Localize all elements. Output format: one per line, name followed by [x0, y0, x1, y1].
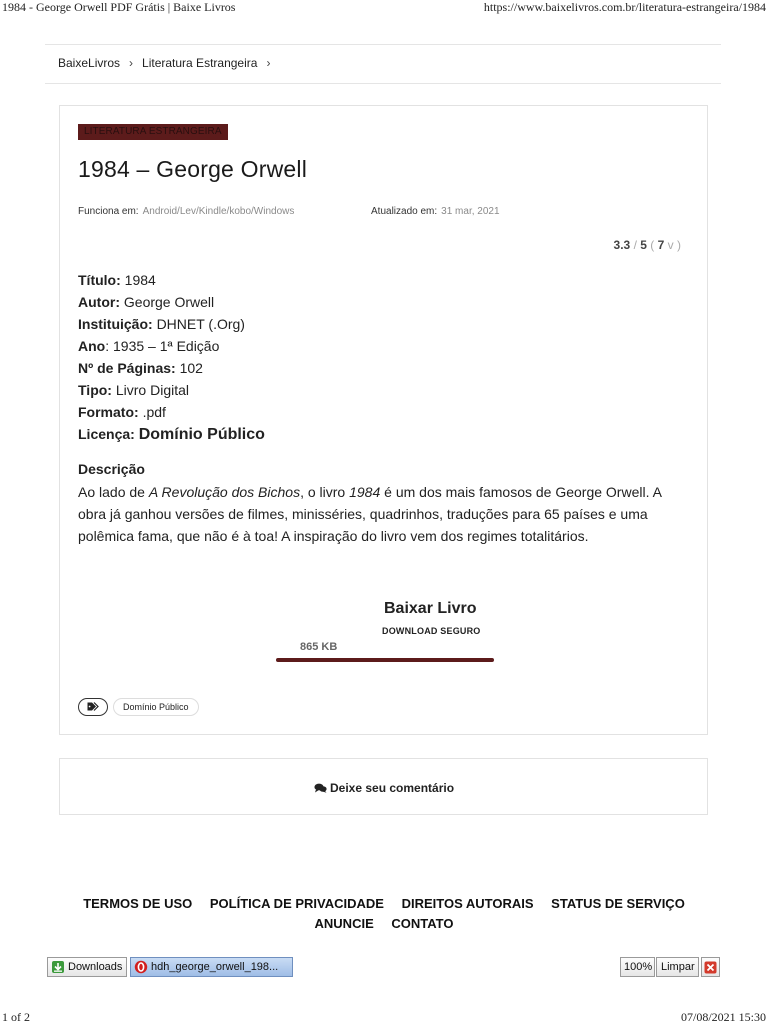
- detail-value: Livro Digital: [115, 382, 189, 398]
- print-page-url: https://www.baixelivros.com.br/literatura-estrangeira/1984: [483, 0, 766, 14]
- detail-label: Formato:: [78, 404, 139, 420]
- close-download-bar-button[interactable]: [701, 957, 720, 977]
- download-file-size: 865 KB: [300, 641, 338, 653]
- detail-pages: [78, 357, 265, 379]
- detail-license: [78, 423, 265, 445]
- download-button-subtitle[interactable]: DOWNLOAD SEGURO: [382, 626, 481, 636]
- detail-label: Ano: [78, 338, 106, 354]
- rating-votes: 7: [657, 238, 665, 252]
- detail-label: Instituição:: [78, 316, 153, 332]
- zoom-level-button[interactable]: 100%: [620, 957, 655, 977]
- breadcrumb-category-link[interactable]: Literatura Estrangeira: [142, 56, 258, 70]
- footer-nav: [0, 894, 768, 934]
- category-badge[interactable]: LITERATURA ESTRANGEIRA: [78, 124, 228, 140]
- description-part: é um dos mais famosos de George Orwell. A obra já ganhou versões de filmes, minisséries, quadrinhos, traduções para 65 países e uma polêmica fama, que não é à toa! A inspiração do livro vem dos regimes totalitários.: [78, 484, 662, 544]
- rating-open-paren: (: [650, 238, 655, 252]
- updated-meta: [371, 206, 500, 217]
- footer-link-contact[interactable]: CONTATO: [391, 916, 454, 931]
- breadcrumb-separator: ›: [266, 56, 271, 70]
- detail-title: [78, 269, 265, 291]
- rating-max: 5: [640, 238, 647, 252]
- download-bar: [0, 956, 768, 978]
- close-icon: [704, 961, 717, 974]
- detail-label: Autor:: [78, 294, 120, 310]
- leave-comment-button[interactable]: [314, 781, 454, 795]
- detail-author: [78, 291, 265, 313]
- print-datetime: 07/08/2021 15:30: [680, 1010, 766, 1024]
- description-part: , o livro: [300, 484, 350, 500]
- leave-comment-label: Deixe seu comentário: [330, 781, 455, 795]
- detail-label: Licença:: [78, 426, 135, 442]
- post-card: [59, 105, 708, 735]
- footer-link-terms[interactable]: TERMOS DE USO: [83, 896, 193, 911]
- tags-icon: [87, 698, 100, 716]
- downloaded-file-name: hdh_george_orwell_198...: [151, 961, 279, 973]
- footer-link-advertise[interactable]: ANUNCIE: [314, 916, 374, 931]
- print-page-title: 1984 - George Orwell PDF Grátis | Baixe Livros: [2, 0, 236, 14]
- detail-type: [78, 379, 265, 401]
- downloads-button[interactable]: [47, 957, 127, 977]
- downloaded-file-item[interactable]: [130, 957, 293, 977]
- book-details: [78, 269, 265, 445]
- detail-label: Nº de Páginas:: [78, 360, 176, 376]
- clear-downloads-button[interactable]: Limpar: [656, 957, 699, 977]
- updated-label: Atualizado em:: [371, 206, 438, 217]
- works-on-value: Android/Lev/Kindle/kobo/Windows: [142, 206, 295, 217]
- works-on-label: Funciona em:: [78, 206, 139, 217]
- detail-format: [78, 401, 265, 423]
- downloads-icon: [51, 960, 65, 974]
- comment-section: [59, 758, 708, 815]
- detail-value: George Orwell: [123, 294, 215, 310]
- rating-score: 3.3: [613, 238, 631, 252]
- detail-institution: [78, 313, 265, 335]
- page-title: 1984 – George Orwell: [78, 156, 308, 182]
- description-book-title: A Revolução dos Bichos: [148, 484, 301, 500]
- rating-close-paren: ): [677, 238, 681, 252]
- detail-value: .pdf: [142, 404, 166, 420]
- comment-icon: [314, 783, 327, 793]
- print-page-number: 1 of 2: [2, 1010, 30, 1024]
- description-book-title: 1984: [349, 484, 381, 500]
- rating-separator: /: [633, 238, 637, 252]
- detail-label: Tipo:: [78, 382, 112, 398]
- rating-votes-suffix: v: [667, 238, 674, 252]
- updated-value: 31 mar, 2021: [441, 206, 500, 217]
- pdf-file-icon: [134, 960, 148, 974]
- print-header: [0, 0, 768, 16]
- downloads-label: Downloads: [68, 961, 123, 973]
- detail-value: Domínio Público: [138, 426, 265, 443]
- description-heading: Descrição: [78, 461, 145, 477]
- detail-label: Título:: [78, 272, 121, 288]
- rating[interactable]: [614, 238, 681, 252]
- download-button-title[interactable]: Baixar Livro: [384, 600, 477, 617]
- detail-value: : 1935 – 1ª Edição: [105, 338, 220, 354]
- breadcrumb-separator: ›: [129, 56, 134, 70]
- description-text: [78, 481, 688, 547]
- works-on-meta: [78, 206, 294, 217]
- download-button-underline[interactable]: [276, 658, 494, 662]
- footer-link-copyright[interactable]: DIREITOS AUTORAIS: [401, 896, 534, 911]
- detail-value: 1984: [124, 272, 156, 288]
- description-part: Ao lado de: [78, 484, 149, 500]
- footer-link-privacy[interactable]: POLÍTICA DE PRIVACIDADE: [209, 896, 384, 911]
- breadcrumb: [45, 44, 721, 84]
- detail-value: 102: [179, 360, 203, 376]
- footer-link-status[interactable]: STATUS DE SERVIÇO: [551, 896, 685, 911]
- tags-icon-pill: [78, 698, 108, 716]
- tag-link[interactable]: Domínio Público: [113, 698, 199, 716]
- detail-year: [78, 335, 265, 357]
- print-footer: [0, 1010, 768, 1024]
- detail-value: DHNET (.Org): [156, 316, 245, 332]
- breadcrumb-home-link[interactable]: BaixeLivros: [58, 56, 121, 70]
